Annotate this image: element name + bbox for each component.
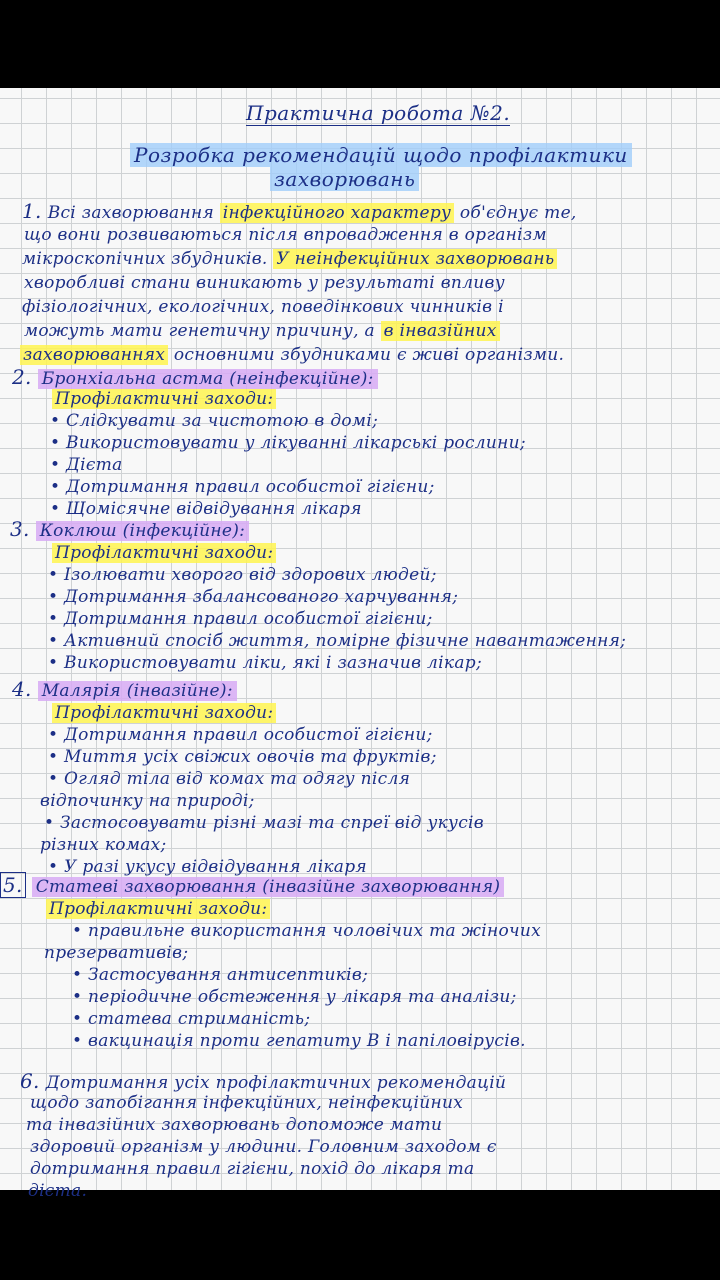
page-subtitle-text-1: Розробка рекомендацій щодо профілактики xyxy=(130,143,632,167)
intro-line-3 xyxy=(22,248,557,270)
intro-line-2 xyxy=(24,224,547,246)
page-subtitle-text-2: захворювань xyxy=(270,167,419,191)
list-item: • Дотримання правил особистої гігієни; xyxy=(48,609,433,629)
intro-line-6 xyxy=(24,320,500,342)
list-item-text: періодичне обстеження у лікаря та аналізи; xyxy=(88,987,517,1007)
list-item: • правильне використання чоловічих та жіночих xyxy=(72,921,542,941)
conclusion-text: щодо запобігання інфекційних, неінфекційних xyxy=(30,1093,464,1113)
intro-text: можуть мати генетичну причину, а xyxy=(24,321,381,341)
intro-highlight: в інвазійних xyxy=(381,321,500,341)
list-item: • періодичне обстеження у лікаря та аналізи; xyxy=(72,987,517,1007)
conclusion-line-5 xyxy=(30,1158,474,1180)
list-item-text: Дієта xyxy=(66,455,123,475)
intro-text: фізіологічних, екологічних, поведінкових чинників і xyxy=(22,297,504,317)
list-item-text: Застосовувати різні мазі та спреї від укусів xyxy=(60,813,484,833)
list-item: • Щомісячне відвідування лікаря xyxy=(50,499,362,519)
section-3-measures-label xyxy=(52,542,276,564)
list-item: • Застосовувати різні мазі та спреї від укусів xyxy=(44,813,484,833)
list-item-text: Дотримання збалансованого харчування; xyxy=(64,587,459,607)
intro-line-5 xyxy=(22,296,504,318)
page-subtitle-line-2 xyxy=(270,168,419,190)
section-4-measures-label xyxy=(52,702,276,724)
intro-text: мікроскопічних збудників. xyxy=(22,249,274,269)
list-item: • Використовувати ліки, які і зазначив лікар; xyxy=(48,653,482,673)
list-item: • Ізолювати хворого від здорових людей; xyxy=(48,565,437,585)
section-number: 3. xyxy=(10,517,30,541)
page-title-text: Практична робота №2. xyxy=(246,101,511,125)
intro-line-1 xyxy=(22,200,577,224)
list-item-text: Ізолювати хворого від здорових людей; xyxy=(64,565,437,585)
list-item-text: Слідкувати за чистотою в домі; xyxy=(66,411,379,431)
section-heading-text: Малярія (інвазійне): xyxy=(38,681,237,701)
conclusion-line-1 xyxy=(20,1070,506,1094)
conclusion-text: дієта. xyxy=(28,1181,88,1201)
list-item-text: Щомісячне відвідування лікаря xyxy=(66,499,362,519)
list-item-text: вакцинація проти гепатиту В і папіловірусів. xyxy=(88,1031,526,1051)
list-item: • Дотримання правил особистої гігієни; xyxy=(48,725,433,745)
conclusion-line-6 xyxy=(28,1180,87,1202)
list-item: • У разі укусу відвідування лікаря xyxy=(48,857,367,877)
list-item: • Застосування антисептиків; xyxy=(72,965,369,985)
list-item: • Слідкувати за чистотою в домі; xyxy=(50,411,379,431)
intro-text: основними збудниками є живі організми. xyxy=(168,345,565,365)
section-number: 5. xyxy=(0,872,26,898)
section-5-measures-label xyxy=(46,898,270,920)
intro-highlight: захворюваннях xyxy=(20,345,168,365)
list-item: • Огляд тіла від комах та одягу після xyxy=(48,769,411,789)
list-item-text: Використовувати у лікуванні лікарські рослини; xyxy=(66,433,526,453)
section-number: 2. xyxy=(12,365,32,389)
list-item-continuation xyxy=(40,790,255,812)
conclusion-text: Дотримання усіх профілактичних рекомендацій xyxy=(45,1073,507,1093)
conclusion-line-4 xyxy=(30,1136,497,1158)
list-item: • Активний спосіб життя, помірне фізичне навантаження; xyxy=(48,631,627,651)
section-heading-text: Бронхіальна астма (неінфекційне): xyxy=(38,369,378,389)
section-2-measures-label xyxy=(52,388,276,410)
list-item-continuation xyxy=(40,834,167,856)
section-number: 4. xyxy=(12,677,32,701)
intro-highlight: інфекційного характеру xyxy=(220,203,454,223)
section-3-heading xyxy=(10,518,249,542)
section-heading-text: Статеві захворювання (інвазійне захворювання) xyxy=(32,877,505,897)
list-item: • Дотримання збалансованого харчування; xyxy=(48,587,459,607)
intro-highlight: У неінфекційних захворювань xyxy=(273,249,557,269)
list-item-text: У разі укусу відвідування лікаря xyxy=(64,857,367,877)
list-item: • вакцинація проти гепатиту В і папіловірусів. xyxy=(72,1031,526,1051)
measures-label: Профілактичні заходи: xyxy=(52,543,276,563)
page-subtitle-line-1 xyxy=(130,144,632,166)
list-item-continuation xyxy=(44,942,188,964)
list-item-text: Миття усіх свіжих овочів та фруктів; xyxy=(64,747,437,767)
list-item-text: різних комах; xyxy=(40,835,167,855)
list-item-text: Використовувати ліки, які і зазначив лікар; xyxy=(64,653,482,673)
list-item-text: Дотримання правил особистої гігієни; xyxy=(64,725,433,745)
intro-text: Всі захворювання xyxy=(47,203,220,223)
intro-text: хворобливі стани виникають у результаті впливу xyxy=(24,273,505,293)
list-item-text: відпочинку на природі; xyxy=(40,791,255,811)
section-2-heading xyxy=(12,366,378,390)
list-item: • статева стриманість; xyxy=(72,1009,311,1029)
notebook-page xyxy=(0,88,720,1201)
intro-line-7 xyxy=(20,344,564,366)
list-item-text: статева стриманість; xyxy=(88,1009,311,1029)
intro-text: об'єднує те, xyxy=(454,203,577,223)
conclusion-text: здоровий організм у людини. Головним заходом є xyxy=(30,1137,497,1157)
list-item-text: Активний спосіб життя, помірне фізичне навантаження; xyxy=(64,631,627,651)
list-item-text: Застосування антисептиків; xyxy=(88,965,369,985)
measures-label: Профілактичні заходи: xyxy=(52,703,276,723)
list-item-text: Дотримання правил особистої гігієни; xyxy=(66,477,435,497)
intro-text: що вони розвиваються після впровадження в організм xyxy=(24,225,547,245)
page-title xyxy=(246,102,510,124)
list-item: • Миття усіх свіжих овочів та фруктів; xyxy=(48,747,437,767)
section-heading-text: Коклюш (інфекційне): xyxy=(36,521,250,541)
list-item: • Дотримання правил особистої гігієни; xyxy=(50,477,435,497)
list-item-text: Дотримання правил особистої гігієни; xyxy=(64,609,433,629)
conclusion-text: та інвазійних захворювань допоможе мати xyxy=(26,1115,443,1135)
list-item-text: правильне використання чоловічих та жіночих xyxy=(88,921,542,941)
section-5-heading xyxy=(0,874,504,898)
list-item-text: презервативів; xyxy=(44,943,189,963)
conclusion-line-2 xyxy=(30,1092,463,1114)
list-item: • Використовувати у лікуванні лікарські рослини; xyxy=(50,433,526,453)
list-item: • Дієта xyxy=(50,455,123,475)
measures-label: Профілактичні заходи: xyxy=(52,389,276,409)
measures-label: Профілактичні заходи: xyxy=(46,899,270,919)
intro-line-4 xyxy=(24,272,505,294)
conclusion-number: 6. xyxy=(20,1069,40,1093)
intro-number: 1. xyxy=(22,199,42,223)
conclusion-line-3 xyxy=(26,1114,442,1136)
list-item-text: Огляд тіла від комах та одягу після xyxy=(64,769,411,789)
section-4-heading xyxy=(12,678,237,702)
conclusion-text: дотримання правил гігієни, похід до лікаря та xyxy=(30,1159,475,1179)
